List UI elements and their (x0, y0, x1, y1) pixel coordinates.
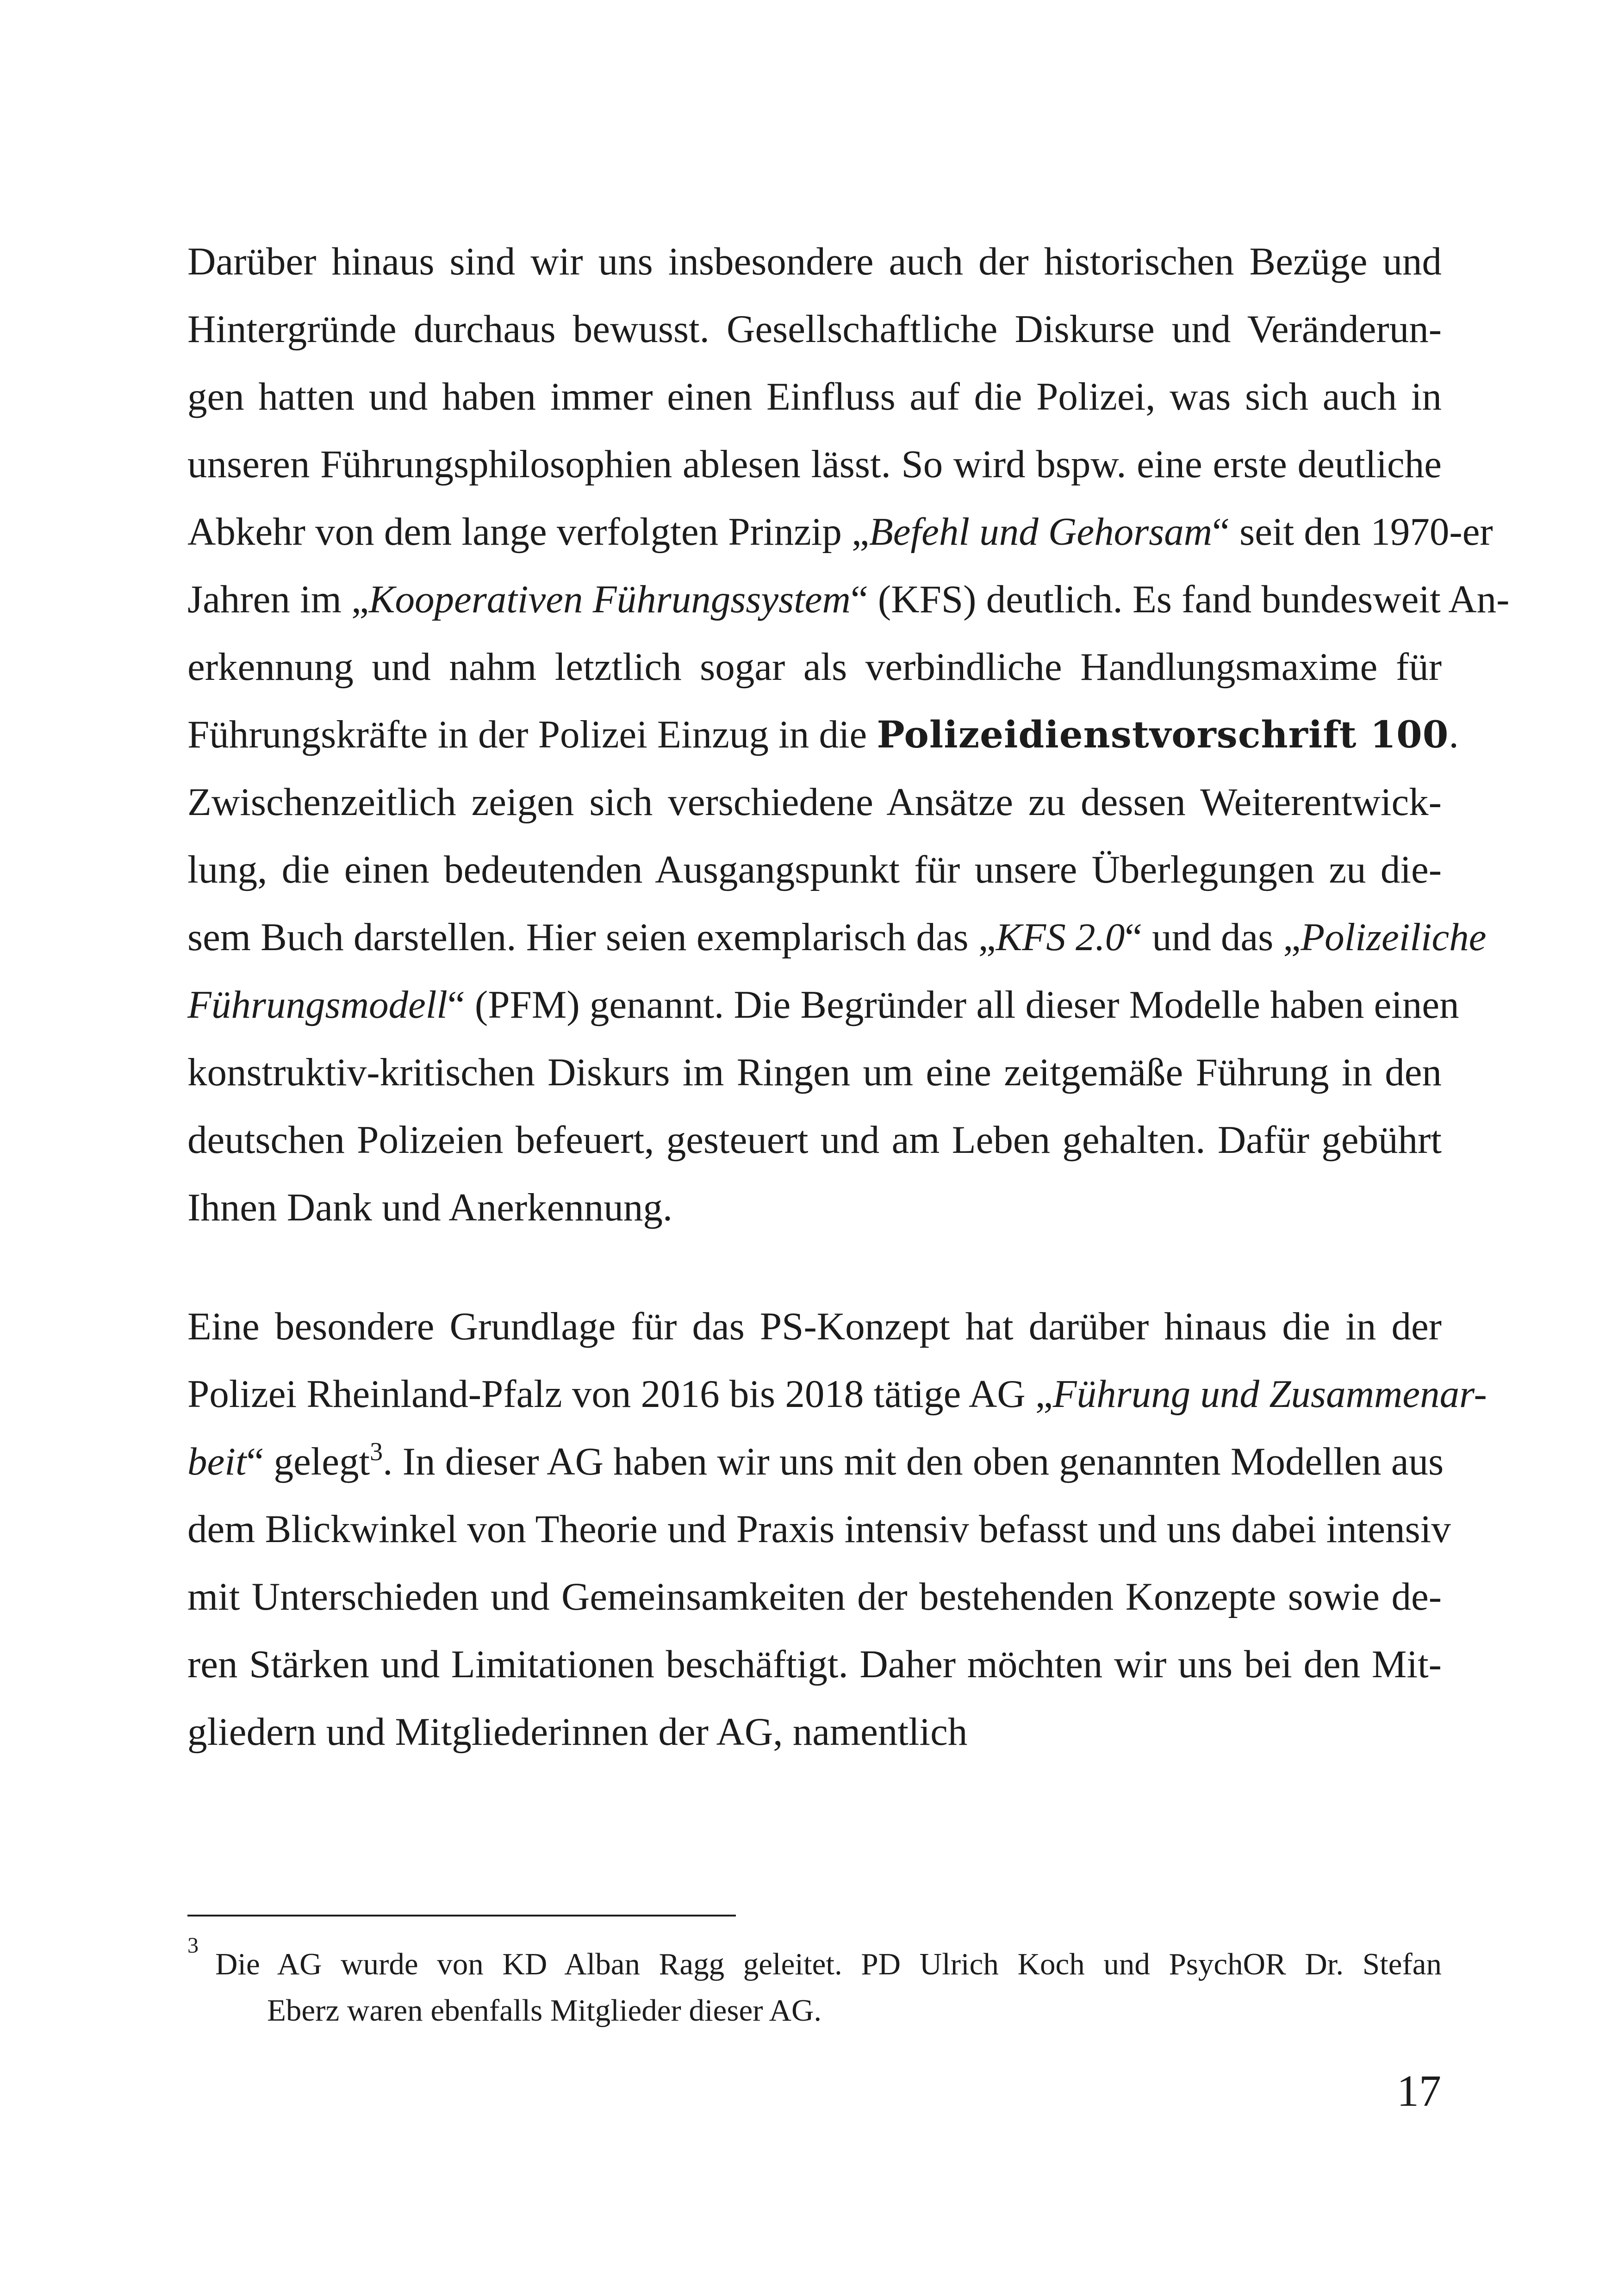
footnote-separator (187, 1915, 736, 1916)
text-run: Ihnen Dank und Anerkennung. (187, 1186, 673, 1229)
text-run: sem Buch darstellen. Hier seien exemplarisch das „ (187, 915, 996, 959)
italic-term: beit (187, 1440, 247, 1483)
text-run: mit Unterschieden und Gemeinsamkeiten der bestehenden Konzepte sowie de- (187, 1575, 1442, 1618)
italic-term: KFS 2.0 (996, 915, 1125, 959)
italic-term: Polizeiliche (1301, 915, 1487, 959)
text-run: Eine besondere Grundlage für das PS-Konzept hat darüber hinaus die in der (187, 1305, 1442, 1348)
text-line (187, 566, 1510, 633)
text-run: “ gelegt (246, 1440, 370, 1483)
footnote-reference: 3 (370, 1437, 383, 1467)
text-run: Jahren im „ (187, 578, 369, 621)
text-line (187, 430, 1442, 498)
text-line (187, 363, 1442, 430)
italic-term: Führung und Zusammenar- (1052, 1372, 1487, 1416)
body-paragraph-2 (187, 1293, 1487, 1766)
text-run: lung, die einen bedeutenden Ausgangspunkt für unsere Überlegungen zu die- (187, 848, 1442, 891)
text-line (187, 1428, 1442, 1495)
text-line (187, 498, 1493, 566)
bold-term: Polizeidienstvorschrift 100 (877, 713, 1449, 756)
text-line (187, 1106, 1442, 1174)
text-line (187, 701, 1459, 768)
italic-term: Kooperativen Führungssystem (368, 578, 851, 621)
text-line (187, 228, 1442, 295)
text-run: gliedern und Mitgliederinnen der AG, namentlich (187, 1710, 968, 1754)
text-run: “ und das „ (1125, 915, 1301, 959)
page-number: 17 (1397, 2066, 1441, 2116)
italic-term: Führungsmodell (187, 983, 448, 1027)
text-run: “ seit den 1970-er (1212, 510, 1493, 554)
text-run: . In dieser AG haben wir uns mit den oben genannten Modellen aus (383, 1440, 1444, 1483)
text-line (187, 1293, 1442, 1360)
text-run: “ (PFM) genannt. Die Begründer all dieser Modelle haben einen (447, 983, 1459, 1027)
italic-term: Befehl und Gehorsam (869, 510, 1213, 554)
text-run: Polizei Rheinland-Pfalz von 2016 bis 2018 tätige AG „ (187, 1372, 1053, 1416)
text-line (187, 1698, 1442, 1766)
text-run: “ (KFS) deutlich. Es fand bundesweit An- (850, 578, 1510, 621)
text-line (187, 768, 1442, 836)
text-run: Hintergründe durchaus bewusst. Gesellschaftliche Diskurse und Veränderun- (187, 307, 1442, 351)
text-run: . (1449, 713, 1459, 756)
footnote-line: Eberz waren ebenfalls Mitglieder dieser AG. (267, 1993, 822, 2028)
text-run: dem Blickwinkel von Theorie und Praxis intensiv befasst und uns dabei intensiv (187, 1507, 1451, 1551)
text-line (187, 1495, 1451, 1563)
text-line (187, 295, 1442, 363)
text-line (187, 836, 1442, 903)
text-run: unseren Führungsphilosophien ablesen lässt. So wird bspw. eine erste deutliche (187, 442, 1442, 486)
text-run: Zwischenzeitlich zeigen sich verschiedene Ansätze zu dessen Weiterentwick- (187, 780, 1442, 824)
text-run: erkennung und nahm letztlich sogar als verbindliche Handlungsmaxime für (187, 645, 1442, 689)
text-line (187, 971, 1459, 1039)
text-run: Führungskräfte in der Polizei Einzug in die (187, 713, 877, 756)
text-line (187, 1174, 1442, 1241)
text-run: konstruktiv-kritischen Diskurs im Ringen um eine zeitgemäße Führung in den (187, 1051, 1442, 1094)
body-paragraph-1 (187, 228, 1510, 1241)
text-run: deutschen Polizeien befeuert, gesteuert und am Leben gehalten. Dafür gebührt (187, 1118, 1442, 1162)
text-line (187, 1563, 1442, 1630)
text-run: Darüber hinaus sind wir uns insbesondere auch der historischen Bezüge und (187, 240, 1442, 283)
text-run: Abkehr von dem lange verfolgten Prinzip „ (187, 510, 869, 554)
text-line (187, 903, 1487, 971)
text-line (187, 1039, 1442, 1106)
text-line (187, 1360, 1487, 1428)
text-line (187, 1630, 1442, 1698)
footnote-number: 3 (187, 1933, 199, 1958)
text-run: ren Stärken und Limitationen beschäftigt. Daher möchten wir uns bei den Mit- (187, 1643, 1442, 1686)
footnote-line: Die AG wurde von KD Alban Ragg geleitet. PD Ulrich Koch und PsychOR Dr. Stefan (215, 1947, 1442, 1981)
footnote (187, 1933, 1442, 2034)
text-run: gen hatten und haben immer einen Einfluss auf die Polizei, was sich auch in (187, 375, 1442, 418)
text-line (187, 633, 1442, 701)
